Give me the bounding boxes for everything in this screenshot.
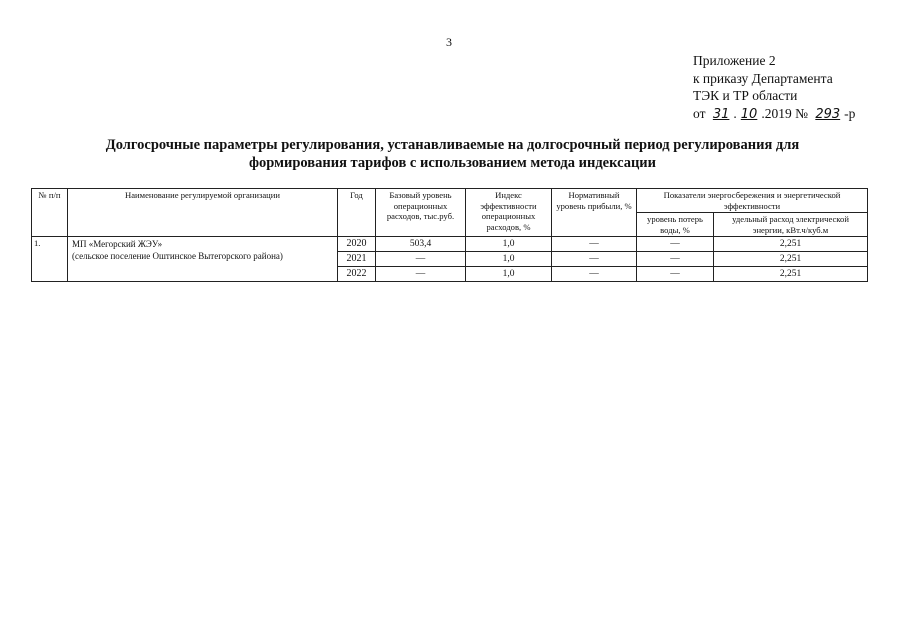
year-cell: 2020 xyxy=(338,237,376,252)
year-cell: 2022 xyxy=(338,267,376,282)
organization-cell xyxy=(68,237,338,282)
appendix-block xyxy=(693,52,855,123)
title-line-2: формирования тарифов с использованием метода индексации xyxy=(248,155,657,171)
profit-level-cell: — xyxy=(552,237,637,252)
profit-level-cell: — xyxy=(552,267,637,282)
date-year: .2019 № xyxy=(761,105,808,121)
date-prefix: от xyxy=(693,105,706,121)
page-number: 3 xyxy=(446,35,452,49)
header-base-costs: Базовый уровень операционных расходов, тыс.руб. xyxy=(376,189,466,237)
efficiency-index-cell: 1,0 xyxy=(466,267,552,282)
appendix-date-line xyxy=(693,105,855,124)
date-dot: . xyxy=(733,105,737,121)
electricity-consumption-cell: 2,251 xyxy=(714,252,868,267)
header-num: № п/п xyxy=(32,189,68,237)
header-profit-level: Нормативный уровень прибыли, % xyxy=(552,189,637,237)
efficiency-index-cell: 1,0 xyxy=(466,237,552,252)
water-loss-cell: — xyxy=(637,237,714,252)
document-title xyxy=(40,136,865,172)
header-year: Год xyxy=(338,189,376,237)
organization-note: (сельское поселение Оштинское Вытегорского района) xyxy=(72,251,283,261)
date-month: 10 xyxy=(740,106,758,122)
organization-name: МП «Мегорский ЖЭУ» xyxy=(72,239,163,249)
row-number: 1. xyxy=(32,237,68,282)
profit-level-cell: — xyxy=(552,252,637,267)
base-costs-cell: 503,4 xyxy=(376,237,466,252)
water-loss-cell: — xyxy=(637,267,714,282)
year-cell: 2021 xyxy=(338,252,376,267)
header-energy-group: Показатели энергосбережения и энергетической эффективности xyxy=(637,189,868,213)
electricity-consumption-cell: 2,251 xyxy=(714,237,868,252)
order-number: 293 xyxy=(815,106,841,122)
header-water-loss: уровень потерь воды, % xyxy=(637,213,714,237)
appendix-line-1: Приложение 2 xyxy=(693,53,776,68)
appendix-line-2: к приказу Департамента xyxy=(693,70,833,86)
header-efficiency-index: Индекс эффективности операционных расходов, % xyxy=(466,189,552,237)
table-row xyxy=(32,237,868,252)
base-costs-cell: — xyxy=(376,267,466,282)
parameters-table xyxy=(31,188,868,282)
efficiency-index-cell: 1,0 xyxy=(466,252,552,267)
electricity-consumption-cell: 2,251 xyxy=(714,267,868,282)
header-electricity-consumption: удельный расход электрической энергии, кВт.ч/куб.м xyxy=(714,213,868,237)
order-suffix: -р xyxy=(844,105,856,121)
appendix-line-3: ТЭК и ТР области xyxy=(693,88,798,103)
water-loss-cell: — xyxy=(637,252,714,267)
date-day: 31 xyxy=(712,106,730,122)
base-costs-cell: — xyxy=(376,252,466,267)
header-name: Наименование регулируемой организации xyxy=(68,189,338,237)
header-row-1 xyxy=(32,189,868,213)
title-line-1: Долгосрочные параметры регулирования, устанавливаемые на долгосрочный период регулирования для xyxy=(105,137,800,153)
